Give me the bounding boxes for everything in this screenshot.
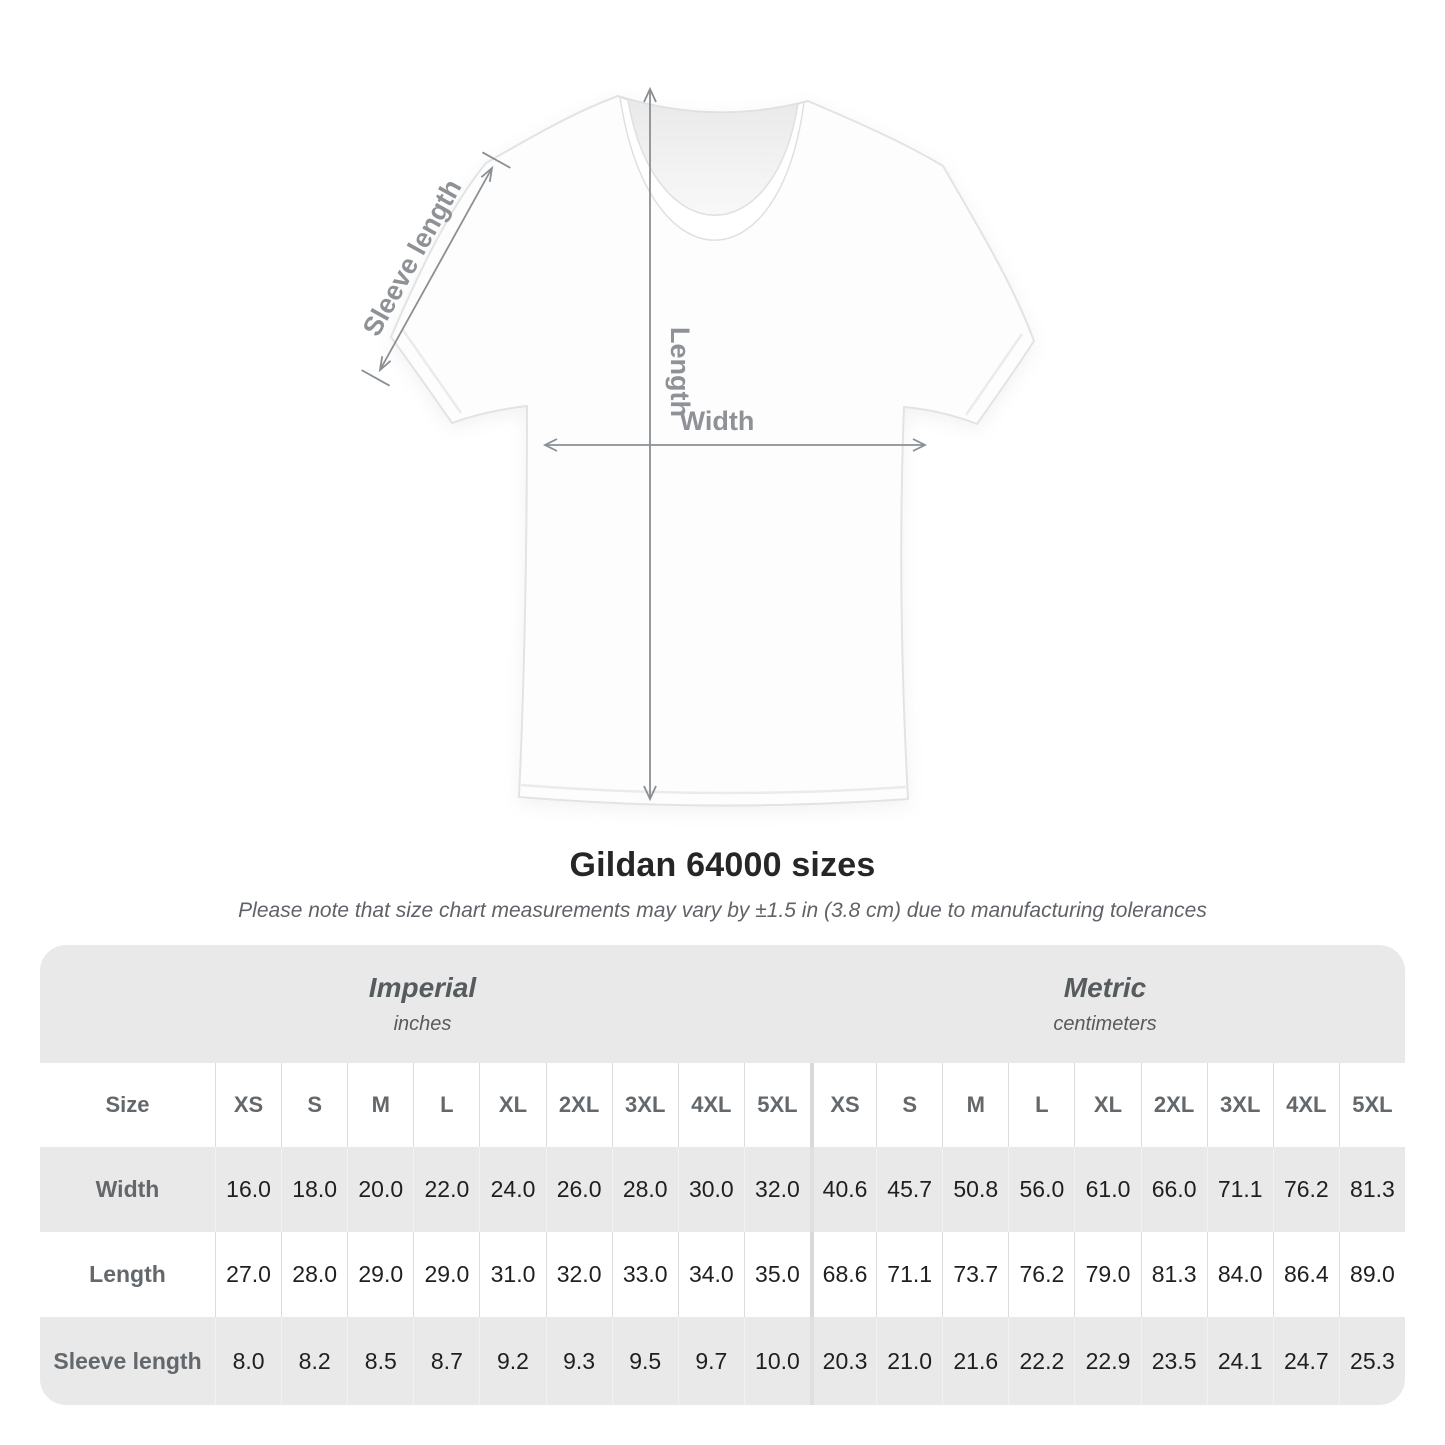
value-cell: 56.0 — [1008, 1147, 1074, 1232]
value-cell: 31.0 — [479, 1232, 545, 1317]
value-cell: 25.3 — [1339, 1317, 1405, 1405]
unit-header-band — [40, 945, 1405, 1063]
size-col-header: 5XL — [1339, 1063, 1405, 1147]
value-cell: 8.0 — [215, 1317, 281, 1405]
value-cell: 21.0 — [876, 1317, 942, 1405]
value-cell: 71.1 — [876, 1232, 942, 1317]
value-cell: 9.5 — [612, 1317, 678, 1405]
value-cell: 24.1 — [1207, 1317, 1273, 1405]
value-cell: 9.7 — [678, 1317, 744, 1405]
value-cell: 33.0 — [612, 1232, 678, 1317]
value-cell: 45.7 — [876, 1147, 942, 1232]
size-chart-table — [40, 945, 1405, 1405]
value-cell: 22.9 — [1074, 1317, 1140, 1405]
tolerance-note: Please note that size chart measurements may vary by ±1.5 in (3.8 cm) due to manufacturing tolerances — [238, 899, 1207, 922]
value-cell: 8.7 — [413, 1317, 479, 1405]
value-cell: 22.0 — [413, 1147, 479, 1232]
value-cell: 89.0 — [1339, 1232, 1405, 1317]
value-cell: 22.2 — [1008, 1317, 1074, 1405]
value-cell: 86.4 — [1273, 1232, 1339, 1317]
length-label: Length — [665, 327, 695, 417]
value-cell: 9.3 — [546, 1317, 612, 1405]
size-col-header: XL — [1074, 1063, 1140, 1147]
value-cell: 84.0 — [1207, 1232, 1273, 1317]
value-cell: 73.7 — [942, 1232, 1008, 1317]
size-col-header: 5XL — [744, 1063, 810, 1147]
size-col-header: 3XL — [1207, 1063, 1273, 1147]
unit-header-metric — [805, 945, 1405, 1063]
value-cell: 24.0 — [479, 1147, 545, 1232]
value-cell: 34.0 — [678, 1232, 744, 1317]
value-cell: 29.0 — [347, 1232, 413, 1317]
value-cell: 27.0 — [215, 1232, 281, 1317]
value-cell: 29.0 — [413, 1232, 479, 1317]
value-cell: 81.3 — [1339, 1147, 1405, 1232]
value-cell: 18.0 — [281, 1147, 347, 1232]
size-col-header: XS — [810, 1063, 876, 1147]
size-col-header: M — [942, 1063, 1008, 1147]
value-cell: 40.6 — [810, 1147, 876, 1232]
value-cell: 32.0 — [744, 1147, 810, 1232]
size-col-header: XS — [215, 1063, 281, 1147]
size-col-header: 4XL — [1273, 1063, 1339, 1147]
size-col-header: 4XL — [678, 1063, 744, 1147]
row-label: Width — [40, 1147, 215, 1232]
value-cell: 66.0 — [1141, 1147, 1207, 1232]
value-cell: 35.0 — [744, 1232, 810, 1317]
value-cell: 32.0 — [546, 1232, 612, 1317]
row-label: Length — [40, 1232, 215, 1317]
size-col-header: 2XL — [1141, 1063, 1207, 1147]
size-col-header: L — [1008, 1063, 1074, 1147]
size-header-cell: Size — [40, 1063, 215, 1147]
width-label: Width — [679, 406, 755, 436]
value-cell: 71.1 — [1207, 1147, 1273, 1232]
imperial-title: Imperial — [368, 972, 477, 1003]
metric-unit: centimeters — [1053, 1013, 1157, 1035]
value-cell: 8.5 — [347, 1317, 413, 1405]
size-col-header: 3XL — [612, 1063, 678, 1147]
size-col-header: M — [347, 1063, 413, 1147]
value-cell: 28.0 — [612, 1147, 678, 1232]
value-cell: 10.0 — [744, 1317, 810, 1405]
value-cell: 81.3 — [1141, 1232, 1207, 1317]
imperial-unit: inches — [393, 1013, 452, 1035]
metric-title: Metric — [1063, 972, 1147, 1003]
size-table-grid — [40, 1063, 1405, 1405]
value-cell: 9.2 — [479, 1317, 545, 1405]
value-cell: 50.8 — [942, 1147, 1008, 1232]
value-cell: 76.2 — [1008, 1232, 1074, 1317]
value-cell: 61.0 — [1074, 1147, 1140, 1232]
size-col-header: XL — [479, 1063, 545, 1147]
value-cell: 23.5 — [1141, 1317, 1207, 1405]
row-label: Sleeve length — [40, 1317, 215, 1405]
page-title: Gildan 64000 sizes — [569, 846, 876, 884]
value-cell: 79.0 — [1074, 1232, 1140, 1317]
value-cell: 28.0 — [281, 1232, 347, 1317]
size-col-header: 2XL — [546, 1063, 612, 1147]
size-col-header: S — [281, 1063, 347, 1147]
value-cell: 68.6 — [810, 1232, 876, 1317]
sleeve-length-label: Sleeve length — [356, 174, 468, 342]
unit-header-imperial — [40, 945, 805, 1063]
value-cell: 76.2 — [1273, 1147, 1339, 1232]
value-cell: 30.0 — [678, 1147, 744, 1232]
value-cell: 24.7 — [1273, 1317, 1339, 1405]
value-cell: 8.2 — [281, 1317, 347, 1405]
value-cell: 21.6 — [942, 1317, 1008, 1405]
size-col-header: S — [876, 1063, 942, 1147]
value-cell: 20.3 — [810, 1317, 876, 1405]
size-col-header: L — [413, 1063, 479, 1147]
value-cell: 16.0 — [215, 1147, 281, 1232]
value-cell: 20.0 — [347, 1147, 413, 1232]
value-cell: 26.0 — [546, 1147, 612, 1232]
